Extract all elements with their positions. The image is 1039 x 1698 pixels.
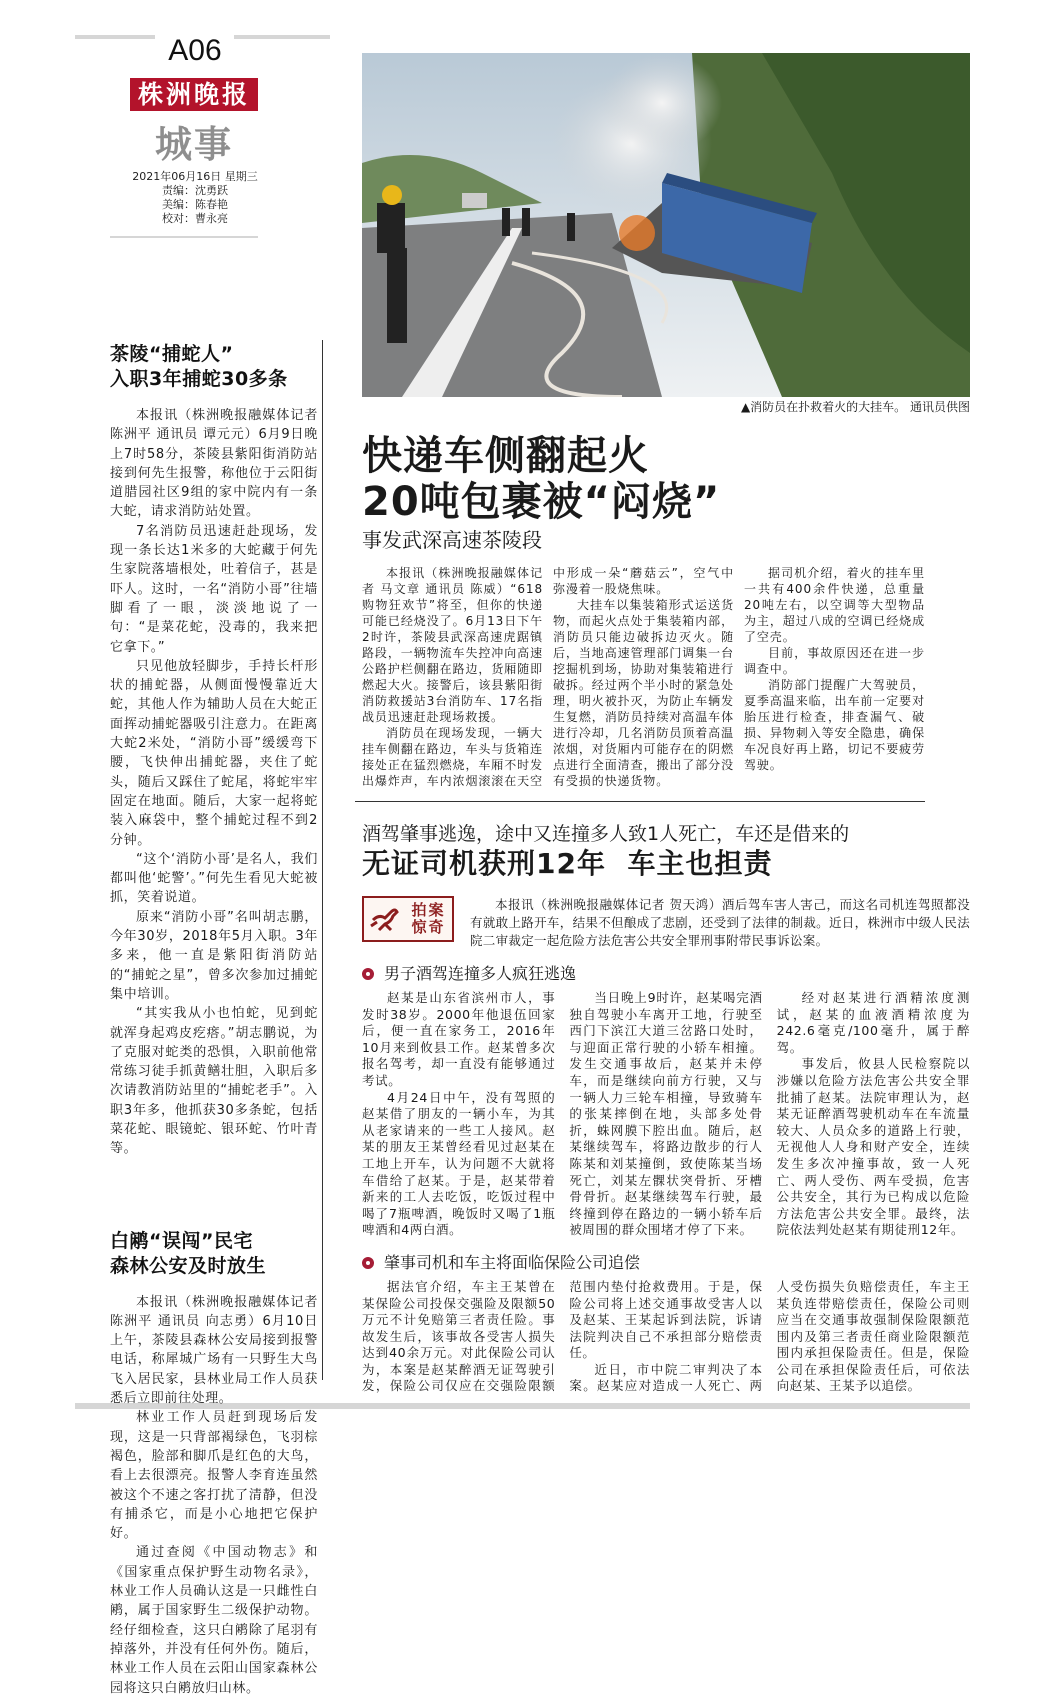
paragraph: 消防部门提醒广大驾驶员，夏季高温来临，出车前一定要对胎压进行检查，排查漏气、破损、异物刺入等安全隐患，确保车况良好再上路，切记不要疲劳驾驶。	[744, 678, 925, 772]
headline-line: 森林公安及时放生	[110, 1254, 267, 1277]
page-number: A06	[168, 34, 222, 67]
section-heading-text: 肇事司机和车主将面临保险公司追偿	[384, 1252, 641, 1272]
horse-icon	[369, 904, 403, 934]
article-headline	[110, 342, 318, 392]
photo-illustration	[362, 53, 970, 397]
paragraph: 经对赵某进行酒精浓度测试，赵某的血液酒精浓度为242.6毫克/100毫升，属于醉驾。	[776, 990, 970, 1055]
column-logo-stamp	[362, 896, 454, 942]
paragraph: 当日晚上9时许，赵某喝完酒独自驾驶小车离开工地，行驶至西门下滨江大道三岔路口处时，与迎面正常行驶的小轿车相撞。发生交通事故后，赵某并未停车，而是继续向前方行驶，又与一辆人力三轮车相撞，导致骑车的张某摔倒在地，头部多处骨折，蛛网膜下腔出血。随后，赵某继续驾车，将路边散步的行人陈某和刘某撞倒，致使陈某当场死亡，刘某左髁状突骨折、牙槽骨骨折。赵某继续驾车行驶，最终撞到停在路边的一辆小轿车后被周围的群众围堵才停了下来。	[569, 990, 763, 1238]
header-divider	[110, 236, 258, 238]
article-body	[110, 1293, 318, 1698]
paragraph: 消防员在现场发现，一辆大挂车侧翻在路边，车头与货箱连接处正在猛烈燃烧，车厢不时发出爆炸声，车内浓烟滚滚在天空中形成一朵“蘑菇云”，空气中弥漫着一股烧焦味。	[362, 566, 734, 788]
section-heading	[362, 964, 970, 984]
headline-line: 快递车侧翻起火	[362, 433, 649, 479]
left-column	[110, 342, 318, 1698]
paragraph: “这个‘消防小哥’是名人，我们都叫他‘蛇警’。”何先生看见大蛇被抓，笑着说道。	[110, 851, 318, 906]
article-kicker: 酒驾肇事逃逸，途中又连撞多人致1人死亡，车还是借来的	[362, 823, 850, 845]
paragraph: 本报讯（株洲晚报融媒体记者 陈洲平 通讯员 谭元元）6月9日晚上7时58分，茶陵县紫阳街消防站接到何先生报警，称他位于云阳街道腊园社区9组的家中院内有一条大蛇，请求消防站处置。	[110, 408, 318, 520]
column-logo-text: 拍案惊奇	[411, 901, 446, 936]
paragraph: “其实我从小也怕蛇，见到蛇就浑身起鸡皮疙瘩。”胡志鹏说，为了克服对蛇类的恐惧，入职前他常常练习徒手抓黄鳝壮胆，入职后多次请教消防站里的“捕蛇老手”。入职3年多，他抓获30多条蛇，包括菜花蛇、眼镜蛇、银环蛇、竹叶青等。	[110, 1006, 318, 1157]
paragraph: 事发后，攸县人民检察院以涉嫌以危险方法危害公共安全罪批捕了赵某。法院审理认为，赵某无证醉酒驾驶机动车在车流量较大、人员众多的道路上行驶，无视他人人身和财产安全，连续发生多次冲撞事故，致一人死亡、两人受伤、两车受损，危害公共安全，其行为已构成以危险方法危害公共安全罪。最终，法院依法判处赵某有期徒刑12年。	[776, 1056, 970, 1238]
paragraph: 大挂车以集装箱形式运送货物，而起火点处于集装箱内部，消防员只能边破拆边灭火。随后，当地高速管理部门调集一台挖掘机到场，协助对集装箱进行破拆。经过两个半小时的紧急处理，明火被扑灭，为防止车辆发生复燃，消防员持续对高温车体进行冷却，几名消防员顶着高温浓烟，对货厢内可能存在的阴燃点进行全面清查，搬出了部分没有受损的快递货物。	[553, 598, 734, 788]
paragraph: 林业工作人员赶到现场后发现，这是一只背部褐绿色，飞羽棕褐色，脸部和脚爪是红色的大鸟，看上去很漂亮。报警人李育连虽然被这个不速之客打扰了清静，但没有捕杀它，而是小心地把它保护好。	[110, 1410, 318, 1542]
article-body	[362, 565, 925, 789]
headline-line: 入职3年捕蛇30多条	[110, 368, 288, 390]
newspaper-logo: 株洲晚报	[130, 78, 258, 111]
article-body	[110, 406, 318, 1159]
right-area	[362, 53, 970, 1395]
paragraph: 7名消防员迅速赶赴现场，发现一条长达1米多的大蛇藏于何先生家院落墙根处，吐着信子，甚是吓人。这时，一名“消防小哥”往墙脚看了一眼，淡淡地说了一句：“是菜花蛇，没毒的，我来把它拿下。”	[110, 523, 318, 655]
article-subtitle: 事发武深高速茶陵段	[362, 528, 542, 552]
proofreader-credit: 校对：曹永亮	[162, 212, 228, 225]
paragraph: 通过查阅《中国动物志》和《国家重点保护野生动物名录》，林业工作人员确认这是一只雌性白鹇，属于国家野生二级保护动物。经仔细检查，这只白鹇除了尾羽有掉落外，并没有任何外伤。随后，林业工作人员在云阳山国家森林公园将这只白鹇放归山林。	[110, 1545, 318, 1696]
headline-line: 茶陵“捕蛇人”	[110, 343, 234, 365]
section-heading	[362, 1253, 970, 1273]
article-divider	[355, 801, 925, 802]
top-rule-right	[234, 35, 330, 39]
paragraph: 原来“消防小哥”名叫胡志鹏，今年30岁，2018年5月入职。3年多来，他一直是紫阳街消防站的“捕蛇之星”，曾多次参加过捕蛇集中培训。	[110, 909, 318, 1002]
article-headline: 无证司机获刑12年 车主也担责	[362, 847, 773, 880]
paragraph: 据司机介绍，着火的挂车里一共有400余件快递，总重量20吨左右，以空调等大型物品为主，超过八成的空调已经烧成了空壳。	[744, 566, 925, 644]
paragraph: 只见他放轻脚步，手持长杆形状的捕蛇器，从侧面慢慢靠近大蛇，其他人作为辅助人员在大蛇正面挥动捕蛇器吸引注意力。在距离大蛇2米处，“消防小哥”缓缓弯下腰，飞快伸出捕蛇器，夹住了蛇头，随后又踩住了蛇尾，将蛇牢牢固定在地面。随后，大家一起将蛇装入麻袋中，整个捕蛇过程不到2分钟。	[110, 658, 318, 848]
issue-date: 2021年06月16日 星期三	[132, 170, 258, 183]
section-name: 城事	[155, 122, 233, 166]
top-rule-left	[75, 35, 155, 39]
article-headline	[110, 1229, 318, 1279]
editor-credit: 责编：沈勇跃	[162, 184, 228, 197]
art-editor-credit: 美编：陈春艳	[162, 198, 228, 211]
article-snake	[110, 342, 318, 1159]
article-bird	[110, 1229, 318, 1698]
paragraph: 赵某是山东省滨州市人，事发时38岁。2000年他退伍回家后，便一直在家务工，2016年10月来到攸县工作。赵某曾多次报名驾考，却一直没有能够通过考试。	[362, 990, 556, 1088]
paragraph: 据法官介绍，车主王某曾在某保险公司投保交强险及限额50万元不计免赔第三者责任险。事故发生后，该事故各受害人损失达到40余万元。对此保险公司认为，本案是赵某醉酒无证驾驶引发，保险公司仅应在交强险限额范围内垫付抢救费用。于是，保险公司将上述交通事故受害人以及赵某、王某起诉到法院，诉请法院判决自己不承担部分赔偿责任。	[362, 1278, 763, 1394]
paragraph: 4月24日中午，没有驾照的赵某借了朋友的一辆小车，为其从老家请来的一些工人接风。赵某的朋友王某曾经看见过赵某在工地上开车，认为问题不大就将车借给了赵某。于是，赵某带着新来的工人去吃饭，吃饭过程中喝了7瓶啤酒，晚饭时又喝了1瓶啤酒和4两白酒。	[362, 1089, 556, 1238]
paragraph: 目前，事故原因还在进一步调查中。	[744, 646, 925, 676]
truck-fire-photo	[362, 53, 970, 397]
section-heading-text: 男子酒驾连撞多人疯狂逃逸	[384, 964, 577, 983]
paragraph: 本报讯（株洲晚报融媒体记者 陈洲平 通讯员 向志勇）6月10日上午，茶陵县森林公安局接到报警电话，称犀城广场有一只野生大鸟飞入居民家，县林业局工作人员获悉后立即前往处理。	[110, 1294, 318, 1407]
lead-row	[362, 896, 970, 950]
headline-line: 白鹇“误闯”民宅	[110, 1229, 253, 1252]
photo-caption: ▲消防员在扑救着火的大挂车。 通讯员供图	[740, 400, 970, 414]
masthead-meta	[120, 170, 270, 226]
paragraph: 本报讯（株洲晚报融媒体记者 马文章 通讯员 陈威）“618购物狂欢节”将至，但你的快递可能已经烧没了。6月13日下午2时许，茶陵县武深高速虎踞镇路段，一辆物流车失控冲向高速公路护栏侧翻在路边，货厢随即燃起大火。接警后，该县紫阳街消防救援站3台消防车、17名指战员迅速赶赴现场救援。	[362, 566, 543, 724]
article-body	[362, 1279, 970, 1395]
bullet-ring-icon	[362, 1257, 374, 1269]
headline-line: 20吨包裹被“闷烧”	[362, 479, 721, 525]
column-divider	[322, 340, 323, 1380]
article-body	[362, 990, 970, 1239]
paragraph: 近日，市中院二审判决了本案。赵某应对造成一人死亡、两人受伤损失负赔偿责任，车主王某负连带赔偿责任，保险公司则应当在交通事故强制保险限额范围内及第三者责任商业险限额范围内承担保险责任。但是，保险公司在承担保险责任后，可依法向赵某、王某予以追偿。	[569, 1278, 970, 1394]
article-headline	[362, 433, 970, 525]
article-lead: 本报讯（株洲晚报融媒体记者 贺天鸿）酒后驾车害人害己，而这名司机连驾照都没有就敢上路开车，结果不但酿成了悲剧，还受到了法律的制裁。近日，株洲市中级人民法院二审裁定一起危险方法危害公共安全罪刑事附带民事诉讼案。	[470, 897, 970, 948]
bullet-ring-icon	[362, 968, 374, 980]
